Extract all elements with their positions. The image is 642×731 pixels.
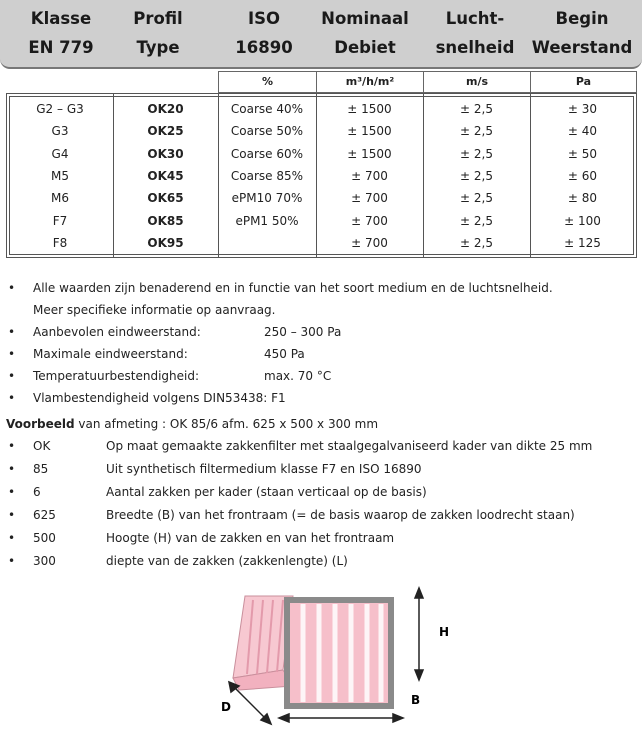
table-cell (218, 232, 316, 254)
unit-flow: m³/h/m² (316, 72, 423, 92)
example-code: 85 (33, 462, 49, 476)
label-b: B (411, 693, 421, 707)
table-cell: OK45 (147, 168, 184, 183)
table-cell: ± 125 (564, 235, 601, 250)
example-code: 6 (33, 485, 41, 499)
table-cell: ± 2,5 (460, 235, 493, 250)
table-cell: ± 2,5 (460, 102, 493, 116)
table-cell: ± 50 (567, 146, 598, 161)
table-cell: ± 1500 (347, 102, 392, 116)
table-cell: ± 30 (567, 102, 598, 116)
example-code: 500 (33, 531, 56, 545)
height-arrow (415, 588, 423, 680)
table-cell: OK65 (147, 191, 184, 206)
example-desc: Breedte (B) van het frontraam (= de basis waarop de zakken loodrecht staan) (106, 508, 575, 522)
example-code: 300 (33, 554, 56, 568)
spec-label: Aanbevolen eindweerstand: (33, 325, 201, 339)
note-1: Alle waarden zijn benaderend en in functie van het soort medium en de luchtsnelheid. (33, 281, 553, 295)
example-code: 625 (33, 508, 56, 522)
table-cell: M5 (51, 168, 69, 183)
bullet-icon: • (8, 485, 16, 499)
bullet-icon: • (8, 369, 16, 383)
table-cell: ePM1 50% (235, 213, 299, 228)
spec-label: Maximale eindweerstand: (33, 347, 188, 361)
example-desc: Hoogte (H) van de zakken en van het frontraam (106, 531, 395, 545)
header-col-iso: ISO 16890 (235, 9, 293, 57)
table-cell: G2 – G3 (36, 102, 84, 116)
units-row (218, 71, 637, 93)
table-cell: ± 2,5 (460, 146, 493, 161)
table-cell: OK95 (147, 235, 184, 250)
table-header (0, 0, 642, 69)
table-cell: M6 (51, 191, 69, 206)
bullet-icon: • (8, 531, 16, 545)
data-table (6, 93, 637, 258)
table-row (7, 187, 636, 209)
table-cell: ± 700 (351, 213, 388, 228)
table-cell: ± 1500 (347, 124, 392, 139)
example-desc: diepte van de zakken (zakkenlengte) (L) (106, 554, 348, 568)
bullet-icon: • (8, 281, 16, 295)
table-cell: ± 80 (567, 191, 598, 206)
table-cell: ± 2,5 (460, 168, 493, 183)
unit-speed: m/s (423, 72, 530, 92)
table-cell: OK20 (147, 102, 184, 116)
bullet-icon: • (8, 554, 16, 568)
unit-percent: % (218, 72, 316, 92)
table-cell: ± 40 (567, 124, 598, 139)
header-col-profil: Profil Type (133, 9, 183, 57)
width-arrow (279, 714, 403, 722)
spec-value: max. 70 °C (264, 369, 332, 383)
table-cell: ± 700 (351, 235, 388, 250)
header-col-klasse: Klasse EN 779 (28, 9, 94, 57)
label-d: D (221, 700, 231, 714)
flame-note: Vlambestendigheid volgens DIN53438: F1 (33, 391, 286, 405)
table-cell: G3 (51, 124, 69, 139)
table-row (7, 143, 636, 165)
header-col-weerstand: Begin Weerstand (531, 9, 633, 57)
table-cell: ± 2,5 (460, 124, 493, 139)
bullet-icon: • (8, 439, 16, 453)
table-cell: ± 100 (564, 213, 601, 228)
table-row (7, 232, 636, 254)
example-heading: Voorbeeld van afmeting : OK 85/6 afm. 625 x 500 x 300 mm (6, 417, 379, 431)
header-col-luchtsnelheid: Lucht- snelheid (435, 9, 515, 57)
table-cell: ± 60 (567, 168, 598, 183)
table-cell: ePM10 70% (231, 191, 303, 206)
table-cell: Coarse 85% (230, 168, 304, 183)
table-cell: ± 700 (351, 191, 388, 206)
table-cell: OK30 (147, 146, 184, 161)
table-cell: Coarse 60% (230, 146, 304, 161)
table-cell: OK85 (147, 213, 184, 228)
note-1-continued: Meer specifieke informatie op aanvraag. (33, 303, 276, 317)
table-cell: ± 2,5 (460, 191, 493, 206)
header-col-debiet: Nominaal Debiet (321, 9, 409, 57)
table-cell: Coarse 40% (230, 102, 304, 116)
table-cell: ± 700 (351, 168, 388, 183)
table-cell: G4 (51, 146, 69, 161)
bullet-icon: • (8, 347, 16, 361)
spec-value: 450 Pa (264, 347, 305, 361)
spec-value: 250 – 300 Pa (264, 325, 342, 339)
table-cell: Coarse 50% (230, 124, 304, 139)
spec-label: Temperatuurbestendigheid: (33, 369, 199, 383)
table-cell: ± 1500 (347, 146, 392, 161)
bullet-icon: • (8, 325, 16, 339)
bullet-icon: • (8, 508, 16, 522)
table-cell: ± 2,5 (460, 213, 493, 228)
table-row (7, 210, 636, 232)
bag-filter-illustration (205, 578, 485, 728)
example-desc: Aantal zakken per kader (staan verticaal op de basis) (106, 485, 427, 499)
example-desc: Uit synthetisch filtermedium klasse F7 en ISO 16890 (106, 462, 422, 476)
unit-pressure: Pa (530, 72, 636, 92)
table-row (7, 98, 636, 120)
table-cell: F8 (52, 235, 68, 250)
label-h: H (439, 625, 450, 639)
table-cell: F7 (52, 213, 68, 228)
table-cell: OK25 (147, 124, 184, 139)
table-row (7, 120, 636, 142)
bullet-icon: • (8, 391, 16, 405)
example-desc: Op maat gemaakte zakkenfilter met staalgegalvaniseerd kader van dikte 25 mm (106, 439, 593, 453)
table-row (7, 165, 636, 187)
example-code: OK (33, 439, 51, 453)
bullet-icon: • (8, 462, 16, 476)
